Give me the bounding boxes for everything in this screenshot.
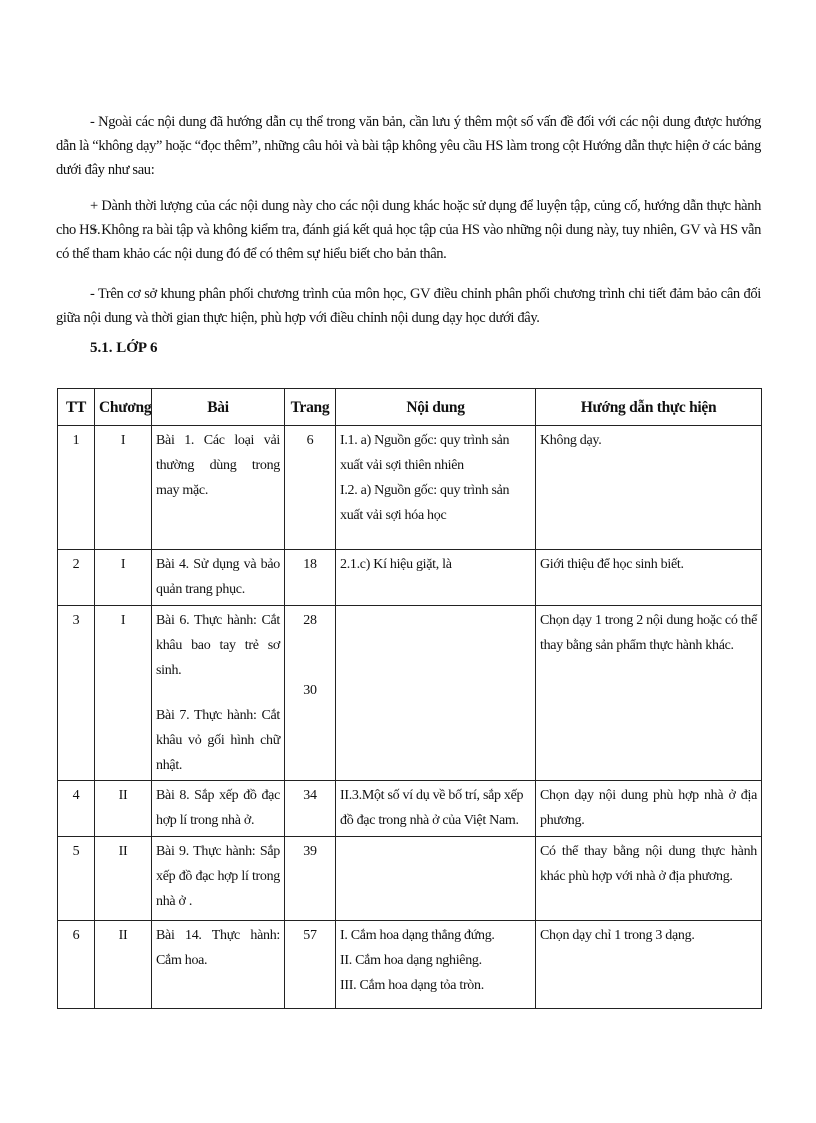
cell-huong-dan: Giới thiệu để học sinh biết. [536,550,762,606]
cell-bai: Bài 9. Thực hành: Sắp xếp đồ đạc hợp lí trong nhà ở . [152,837,285,921]
spacer [289,633,331,678]
intro-paragraph-4: - Trên cơ sở khung phân phối chương trình của môn học, GV điều chỉnh phân phối chương trình chi tiết đảm bảo cân đối giữa nội dung và thời gian thực hiện, phù hợp với điều chỉnh nội dung dạy học dưới đây. [56,286,761,326]
spacer [156,683,280,703]
cell-trang [285,606,336,781]
header-chuong: Chương [95,389,152,426]
cell-huong-dan: Chọn dạy chỉ 1 trong 3 dạng. [536,921,762,1009]
cell-chuong: I [95,606,152,781]
intro-paragraph-2: + Dành thời lượng của các nội dung này cho các nội dung khác hoặc sử dụng để luyện tập, củng cố, hướng dẫn thực hành cho HS. [56,198,761,238]
cell-noi-dung: 2.1.c) Kí hiệu giặt, là [336,550,536,606]
bai-item: Bài 6. Thực hành: Cắt khâu bao tay trẻ sơ sinh. [156,613,280,678]
table-row [58,837,762,921]
cell-chuong: I [95,426,152,550]
cell-noi-dung [336,426,536,550]
cell-tt: 5 [58,837,95,921]
table-row [58,426,762,550]
table-header-row [58,389,762,426]
section-title: 5.1. LỚP 6 [90,340,158,356]
cell-chuong: II [95,921,152,1009]
cell-huong-dan: Có thể thay bằng nội dung thực hành khác phù hợp với nhà ở địa phương. [536,837,762,921]
cell-noi-dung [336,837,536,921]
header-bai: Bài [152,389,285,426]
cell-noi-dung [336,921,536,1009]
curriculum-table [57,388,762,1009]
cell-noi-dung [336,606,536,781]
noi-dung-item: II. Cắm hoa dạng nghiêng. [340,953,482,968]
trang-item: 28 [303,613,317,628]
cell-bai: Bài 8. Sắp xếp đồ đạc hợp lí trong nhà ở. [152,781,285,837]
cell-tt: 6 [58,921,95,1009]
cell-trang: 34 [285,781,336,837]
cell-bai: Bài 14. Thực hành: Cắm hoa. [152,921,285,1009]
cell-huong-dan: Chọn dạy nội dung phù hợp nhà ở địa phương. [536,781,762,837]
noi-dung-item: I. Cắm hoa dạng thẳng đứng. [340,928,495,943]
cell-chuong: II [95,781,152,837]
cell-tt: 2 [58,550,95,606]
header-tt: TT [58,389,95,426]
cell-tt: 3 [58,606,95,781]
table-row [58,781,762,837]
table-row [58,606,762,781]
cell-chuong: II [95,837,152,921]
cell-bai: Bài 1. Các loại vải thường dùng trong may mặc. [152,426,285,550]
trang-item: 30 [303,683,317,698]
cell-trang: 6 [285,426,336,550]
header-trang: Trang [285,389,336,426]
cell-chuong: I [95,550,152,606]
cell-trang: 57 [285,921,336,1009]
table-row [58,550,762,606]
header-huong-dan: Hướng dẫn thực hiện [536,389,762,426]
cell-bai [152,606,285,781]
intro-paragraph-3: + Không ra bài tập và không kiểm tra, đánh giá kết quả học tập của HS vào những nội dung này, tuy nhiên, GV và HS vẫn có thể tham khảo các nội dung đó để có thêm sự hiểu biết cho bản thân. [56,222,761,262]
noi-dung-item: I.2. a) Nguồn gốc: quy trình sản xuất vải sợi hóa học [340,483,510,523]
bai-item: Bài 7. Thực hành: Cắt khâu vỏ gối hình chữ nhật. [156,708,280,773]
cell-trang: 18 [285,550,336,606]
header-noi-dung: Nội dung [336,389,536,426]
cell-huong-dan: Chọn dạy 1 trong 2 nội dung hoặc có thể thay bằng sản phẩm thực hành khác. [536,606,762,781]
intro-paragraph-1: - Ngoài các nội dung đã hướng dẫn cụ thể trong văn bản, cần lưu ý thêm một số vấn đề đối với các nội dung được hướng dẫn là “không dạy” hoặc “đọc thêm”, những câu hỏi và bài tập không yêu cầu HS làm trong cột Hướng dẫn thực hiện ở các bảng dưới đây như sau: [56,114,761,178]
cell-tt: 1 [58,426,95,550]
table-row [58,921,762,1009]
noi-dung-item: I.1. a) Nguồn gốc: quy trình sản xuất vải sợi thiên nhiên [340,433,510,473]
cell-tt: 4 [58,781,95,837]
cell-trang: 39 [285,837,336,921]
noi-dung-item: III. Cắm hoa dạng tỏa tròn. [340,978,484,993]
cell-huong-dan: Không dạy. [536,426,762,550]
cell-bai: Bài 4. Sử dụng và bảo quản trang phục. [152,550,285,606]
cell-noi-dung: II.3.Một số ví dụ về bố trí, sắp xếp đồ đạc trong nhà ở của Việt Nam. [336,781,536,837]
